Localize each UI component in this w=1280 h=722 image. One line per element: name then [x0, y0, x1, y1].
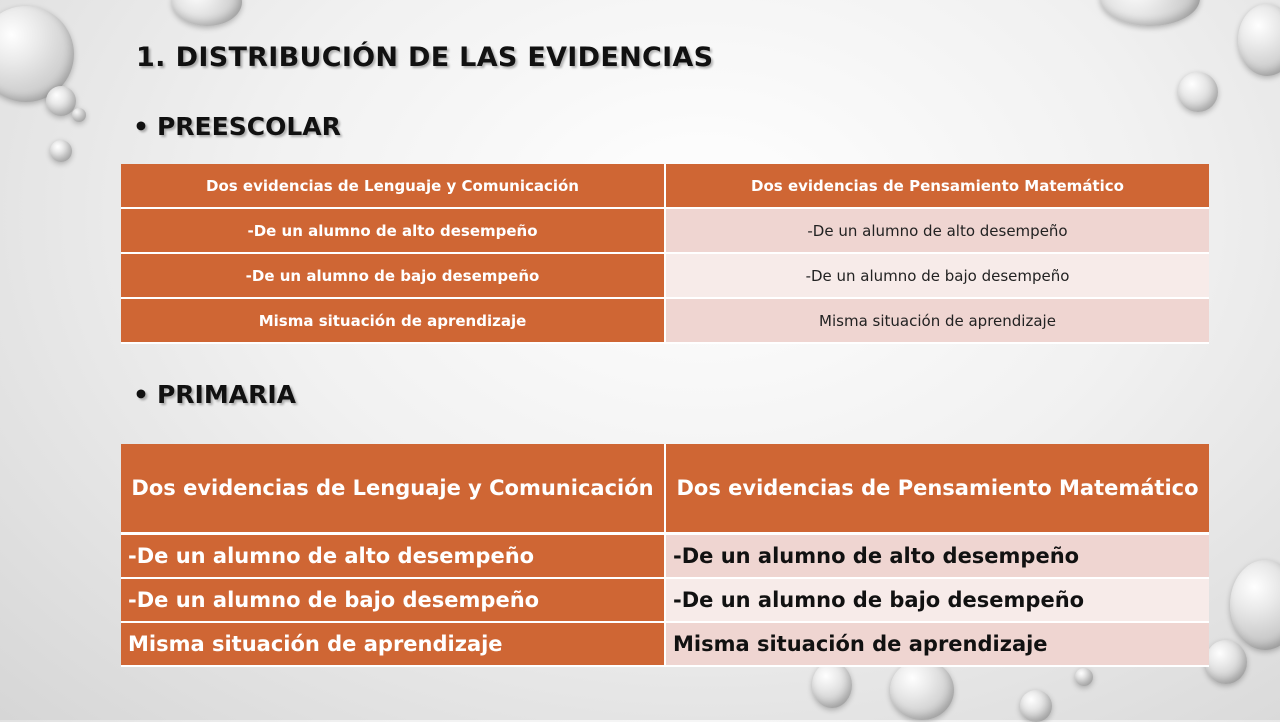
table-row: [121, 578, 1209, 622]
water-droplet-icon: [72, 108, 86, 122]
table-cell: Misma situación de aprendizaje: [665, 298, 1209, 343]
water-droplet-icon: [1100, 0, 1200, 26]
bullet-icon: •: [133, 380, 149, 409]
section-heading-label: PREESCOLAR: [156, 112, 341, 141]
primaria-table: [121, 444, 1209, 667]
water-droplet-icon: [172, 0, 242, 26]
water-droplet-icon: [1075, 668, 1093, 686]
water-droplet-icon: [50, 140, 72, 162]
title-number: 1.: [136, 42, 166, 73]
table-cell: -De un alumno de alto desempeño: [121, 534, 665, 579]
water-droplet-icon: [1020, 690, 1052, 722]
table-row: [121, 208, 1209, 253]
bullet-icon: •: [133, 112, 149, 141]
table-cell: -De un alumno de bajo desempeño: [665, 578, 1209, 622]
section-heading-primaria: [133, 380, 296, 409]
table-header-cell: Dos evidencias de Lenguaje y Comunicación: [121, 164, 665, 208]
water-droplet-icon: [812, 662, 852, 708]
table-row: [121, 298, 1209, 343]
table-header-row: [121, 444, 1209, 534]
table-cell: Misma situación de aprendizaje: [121, 622, 665, 666]
table-row: [121, 622, 1209, 666]
table-header-cell: Dos evidencias de Lenguaje y Comunicación: [121, 444, 665, 534]
table-header-row: [121, 164, 1209, 208]
table-cell: -De un alumno de bajo desempeño: [121, 578, 665, 622]
water-droplet-icon: [1205, 640, 1247, 684]
preescolar-table: [121, 164, 1209, 344]
water-droplet-icon: [1178, 72, 1218, 112]
table-row: [121, 253, 1209, 298]
slide-title: [136, 42, 713, 73]
section-heading-preescolar: [133, 112, 341, 141]
water-droplet-icon: [890, 660, 954, 720]
section-heading-label: PRIMARIA: [156, 380, 296, 409]
table-header-cell: Dos evidencias de Pensamiento Matemático: [665, 444, 1209, 534]
table-cell: Misma situación de aprendizaje: [121, 298, 665, 343]
table-cell: -De un alumno de bajo desempeño: [665, 253, 1209, 298]
table-header-cell: Dos evidencias de Pensamiento Matemático: [665, 164, 1209, 208]
table-cell: -De un alumno de alto desempeño: [665, 208, 1209, 253]
title-text: DISTRIBUCIÓN DE LAS EVIDENCIAS: [175, 42, 714, 73]
table-cell: -De un alumno de alto desempeño: [121, 208, 665, 253]
table-cell: -De un alumno de alto desempeño: [665, 534, 1209, 579]
table-row: [121, 534, 1209, 579]
water-droplet-icon: [1238, 4, 1280, 76]
table-cell: -De un alumno de bajo desempeño: [121, 253, 665, 298]
water-droplet-icon: [1230, 560, 1280, 650]
table-cell: Misma situación de aprendizaje: [665, 622, 1209, 666]
